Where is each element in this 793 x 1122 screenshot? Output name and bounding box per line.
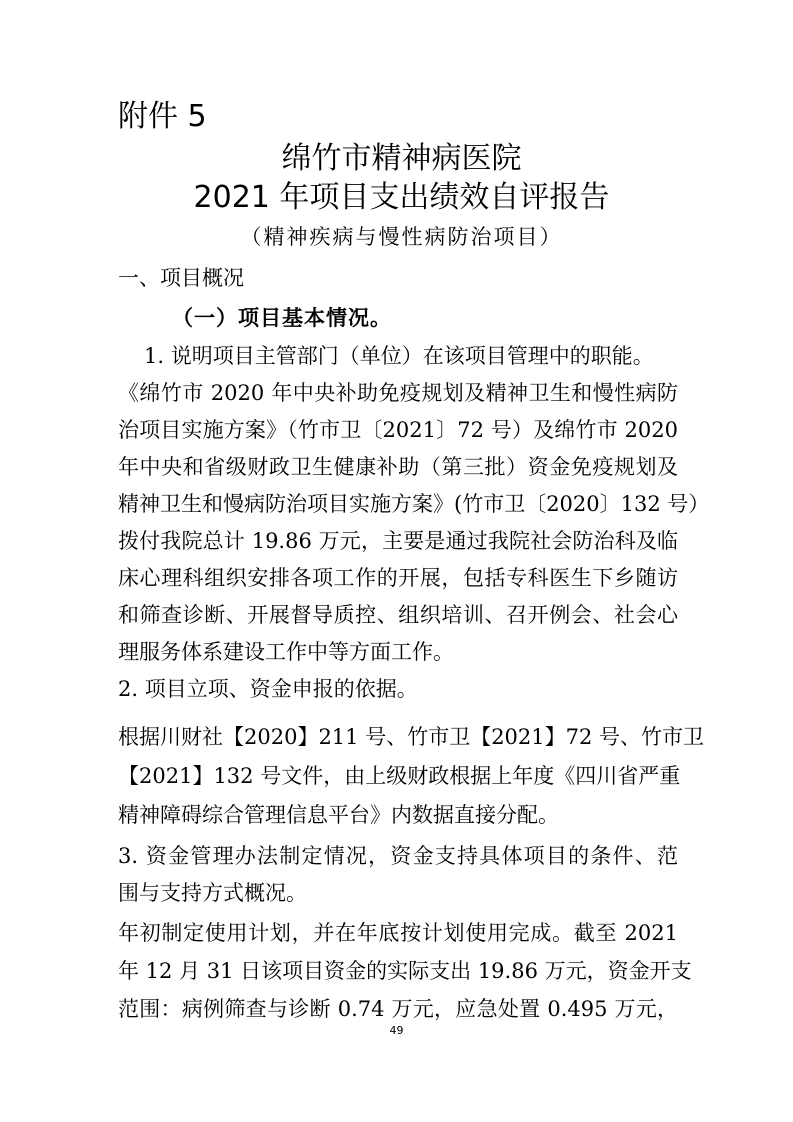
body-line: 3. 资金管理办法制定情况，资金支持具体项目的条件、范 [118,844,678,868]
body-line: 理服务体系建设工作中等方面工作。 [118,640,454,664]
body-line: 2. 项目立项、资金申报的依据。 [118,677,418,701]
body-line: 年 12 月 31 日该项目资金的实际支出 19.86 万元，资金开支 [118,959,692,983]
body-line: 拨付我院总计 19.86 万元，主要是通过我院社会防治科及临 [118,529,678,553]
section-heading-overview: 一、项目概况 [118,266,244,290]
body-line: 【2021】132 号文件，由上级财政根据上年度《四川省严重 [118,764,681,788]
document-title-line1: 绵竹市精神病医院 [281,141,522,176]
body-line: 1. 说明项目主管部门（单位）在该项目管理中的职能。 [144,344,654,368]
body-line: 范围：病例筛查与诊断 0.74 万元，应急处置 0.495 万元， [118,997,678,1021]
body-line: 根据川财社【2020】211 号、竹市卫【2021】72 号、竹市卫 [118,725,705,749]
body-line: 精神障碍综合管理信息平台》内数据直接分配。 [118,803,559,827]
body-line: 精神卫生和慢病防治项目实施方案》(竹市卫〔2020〕132 号） [118,492,710,516]
body-line: 床心理科组织安排各项工作的开展，包括专科医生下乡随访 [118,566,678,590]
document-subtitle: （精神疾病与慢性病防治项目） [240,225,563,249]
body-line: 围与支持方式概况。 [118,881,307,905]
subsection-heading-basic-info: （一）项目基本情况。 [172,305,392,330]
body-line: 治项目实施方案》（竹市卫〔2021〕72 号）及绵竹市 2020 [118,418,678,442]
document-title-line2: 2021 年项目支出绩效自评报告 [193,180,610,215]
body-line: 《绵竹市 2020 年中央补助免疫规划及精神卫生和慢性病防 [118,381,678,405]
body-line: 年中央和省级财政卫生健康补助（第三批）资金免疫规划及 [118,455,678,479]
body-line: 和筛查诊断、开展督导质控、组织培训、召开例会、社会心 [118,603,678,627]
page-number: 49 [389,1024,404,1037]
body-line: 年初制定使用计划，并在年底按计划使用完成。截至 2021 [118,921,678,945]
attachment-label: 附件 5 [118,99,207,134]
